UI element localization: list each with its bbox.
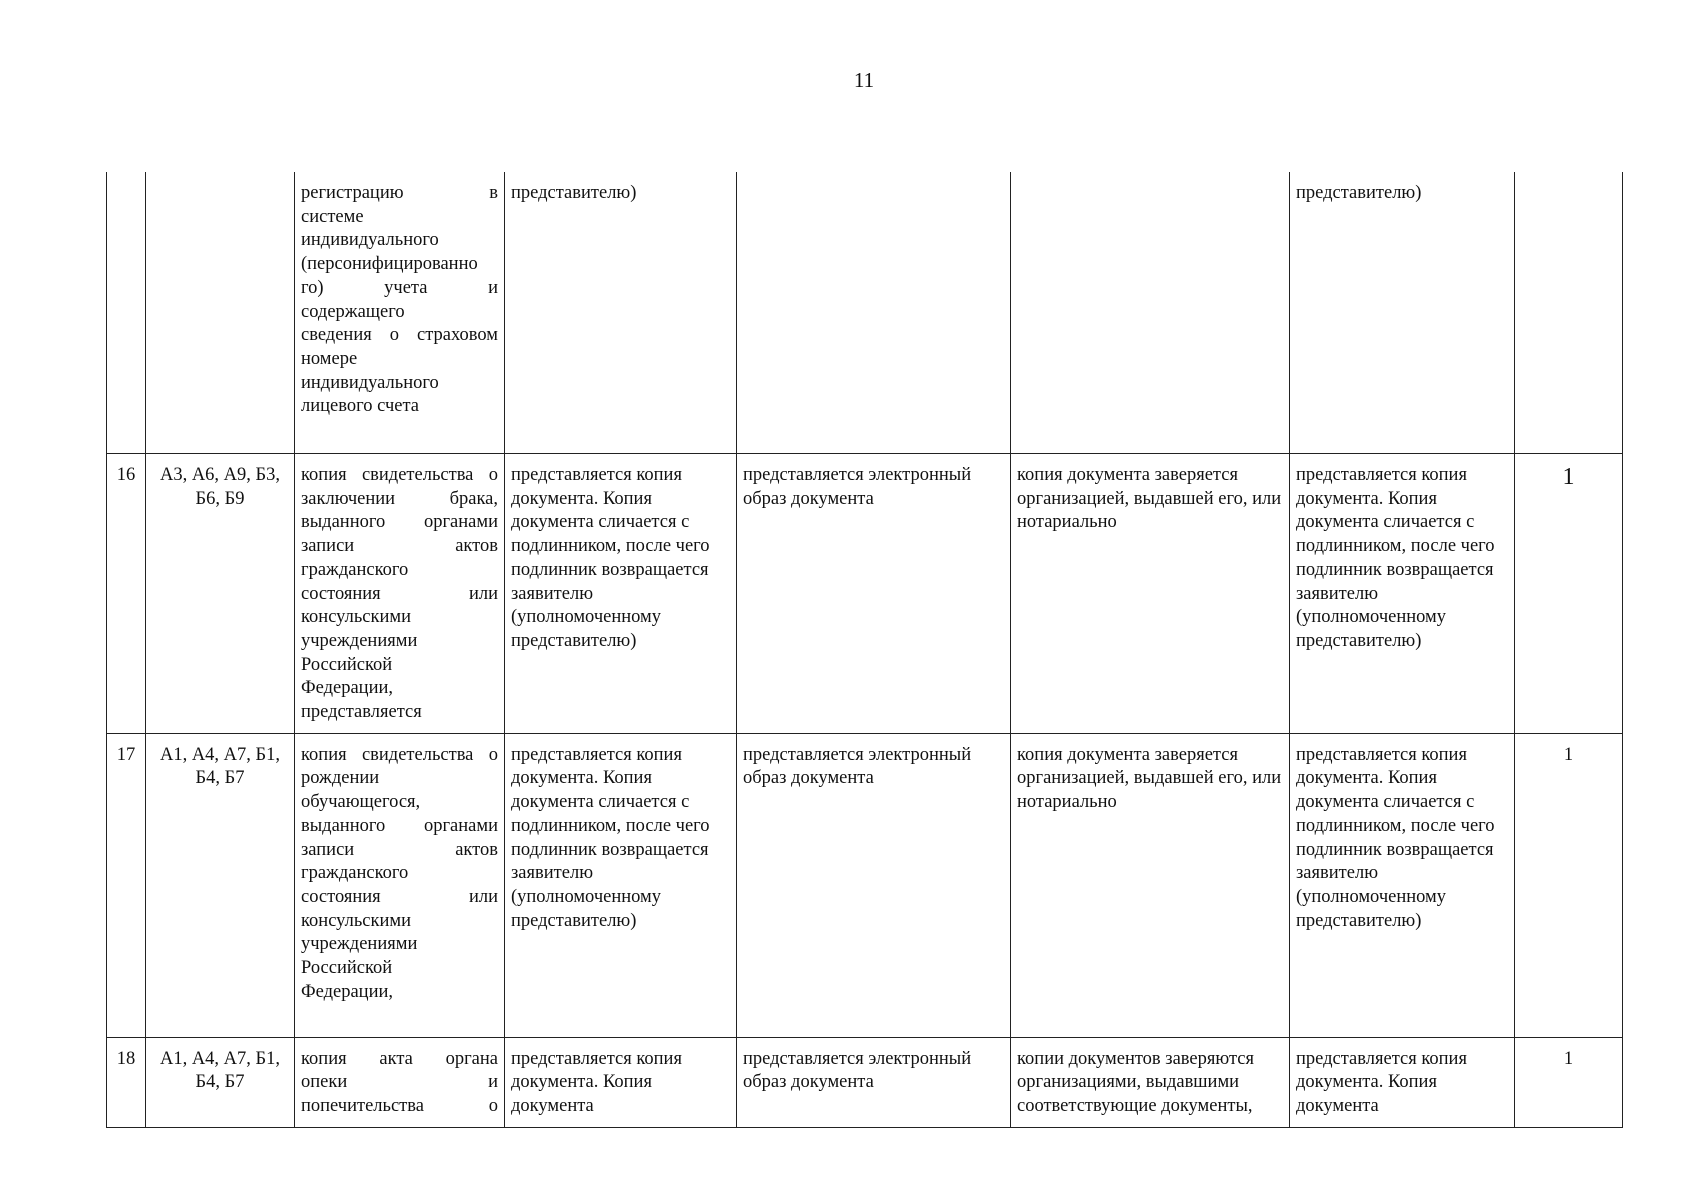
quantity (1515, 172, 1623, 454)
text-line: учреждениями (301, 934, 418, 955)
table-row (107, 733, 1623, 1037)
text-line: системе (301, 206, 364, 227)
row-number: 18 (107, 1037, 146, 1127)
paper-submission-text: представляется копия документа. Копия документа сличается с подлинником, после чего подлинник возвращается заявителю (уполномоченному представителю) (505, 454, 737, 734)
paper-submission-text: представляется копия документа. Копия документа сличается с подлинником, после чего подлинник возвращается заявителю (уполномоченному представителю) (505, 733, 737, 1037)
text-line: гражданского (301, 559, 409, 580)
certification-text: копия документа заверяется организацией, выдавшей его, или нотариально (1011, 454, 1290, 734)
text-line: копия свидетельства о (301, 744, 498, 765)
text-line: копия свидетельства о (301, 465, 498, 485)
quantity: 1 (1515, 454, 1623, 734)
document-name (295, 733, 505, 1037)
text-line: лицевого счета (301, 396, 419, 417)
text-line: консульскими (301, 607, 411, 628)
text-line: состояния или (301, 886, 498, 907)
electronic-submission-text: представляется электронный образ документа (737, 733, 1011, 1037)
text-line: содержащего (301, 301, 405, 322)
text-line: го) учета и (301, 277, 498, 298)
text-line: (персонифицированно (301, 254, 478, 275)
quantity: 1 (1515, 733, 1623, 1037)
mail-submission-text: представителю) (1290, 172, 1515, 454)
text-line: индивидуального (301, 230, 439, 251)
certification-text: копия документа заверяется организацией, выдавшей его, или нотариально (1011, 733, 1290, 1037)
category-codes: А3, А6, А9, Б3, Б6, Б9 (146, 454, 295, 734)
text-line: номере (301, 348, 358, 369)
text-line: выданного органами (301, 815, 498, 836)
row-number: 17 (107, 733, 146, 1037)
text-line: Российской (301, 654, 393, 675)
text-line: представляется (301, 702, 422, 723)
text-line: рождении (301, 768, 380, 789)
text-line: Федерации, (301, 678, 393, 699)
text-line: попечительства о (301, 1096, 498, 1117)
text-line: Российской (301, 958, 393, 979)
category-codes: А1, А4, А7, Б1, Б4, Б7 (146, 1037, 295, 1127)
text-line: состояния или (301, 583, 498, 604)
text-line: выданного органами (301, 512, 498, 533)
text-line: гражданского (301, 863, 409, 884)
text-line: обучающегося, (301, 792, 421, 813)
text-line: опеки и (301, 1072, 498, 1093)
electronic-submission-text (737, 172, 1011, 454)
document-name (295, 172, 505, 454)
paper-submission-text: представителю) (505, 172, 737, 454)
mail-submission-text: представляется копия документа. Копия документа (1290, 1037, 1515, 1127)
text-line: записи актов (301, 536, 498, 557)
table-row (107, 172, 1623, 454)
documents-table (106, 172, 1623, 1128)
text-line: регистрацию в (301, 183, 498, 203)
document-name (295, 1037, 505, 1127)
quantity: 1 (1515, 1037, 1623, 1127)
category-codes: А1, А4, А7, Б1, Б4, Б7 (146, 733, 295, 1037)
row-number (107, 172, 146, 454)
electronic-submission-text: представляется электронный образ документа (737, 1037, 1011, 1127)
text-line: копия акта органа (301, 1048, 498, 1069)
text-line: учреждениями (301, 630, 418, 651)
page-number: 11 (853, 68, 875, 92)
category-codes (146, 172, 295, 454)
row-number: 16 (107, 454, 146, 734)
text-line: заключении брака, (301, 488, 498, 509)
certification-text (1011, 172, 1290, 454)
text-line: записи актов (301, 839, 498, 860)
table-row (107, 454, 1623, 734)
mail-submission-text: представляется копия документа. Копия документа сличается с подлинником, после чего подлинник возвращается заявителю (уполномоченному представителю) (1290, 733, 1515, 1037)
table-row (107, 1037, 1623, 1127)
text-line: сведения о страховом (301, 325, 498, 346)
text-line: Федерации, (301, 981, 393, 1002)
text-line: индивидуального (301, 372, 439, 393)
text-line: консульскими (301, 910, 411, 931)
document-name (295, 454, 505, 734)
electronic-submission-text: представляется электронный образ документа (737, 454, 1011, 734)
paper-submission-text: представляется копия документа. Копия документа (505, 1037, 737, 1127)
certification-text: копии документов заверяются организациями, выдавшими соответствующие документы, (1011, 1037, 1290, 1127)
mail-submission-text: представляется копия документа. Копия документа сличается с подлинником, после чего подлинник возвращается заявителю (уполномоченному представителю) (1290, 454, 1515, 734)
